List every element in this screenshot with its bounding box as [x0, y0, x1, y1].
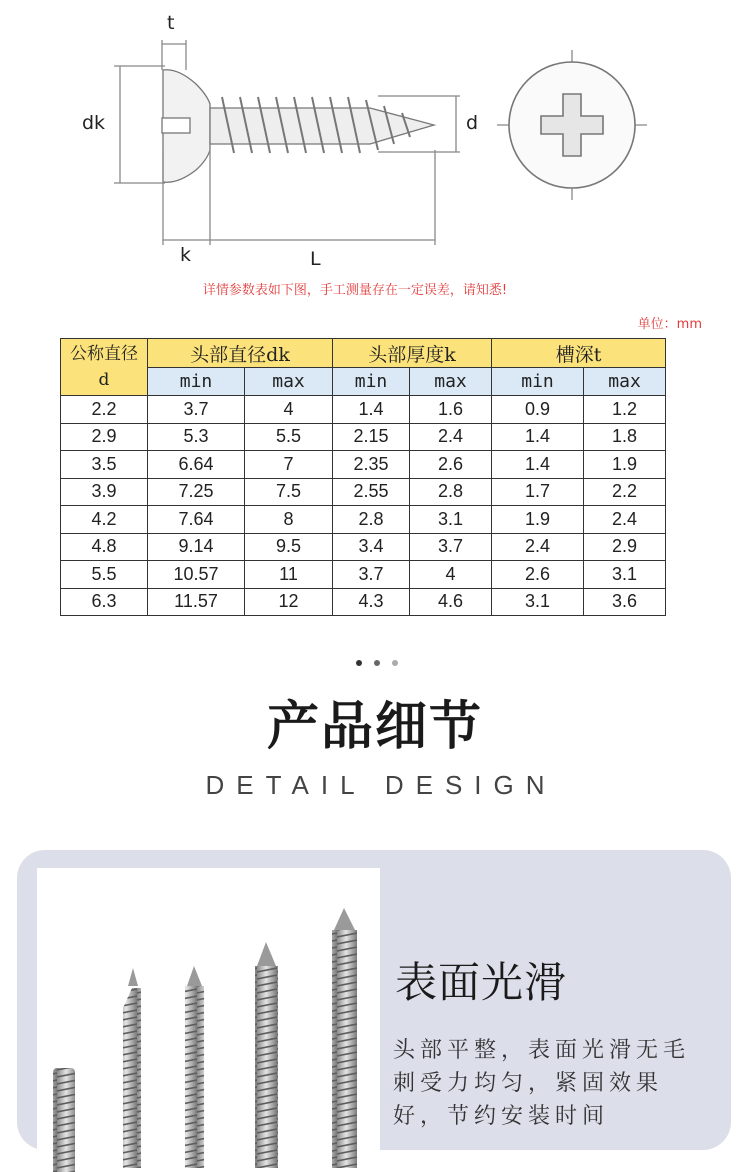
table-cell: 2.4	[410, 423, 492, 451]
dim-label-dk: dk	[82, 112, 106, 134]
table-cell: 2.6	[410, 451, 492, 479]
table-cell: 3.7	[148, 396, 245, 424]
table-cell: 3.4	[333, 533, 410, 561]
table-row	[61, 561, 666, 589]
table-cell: 2.8	[333, 506, 410, 534]
table-cell: 3.1	[410, 506, 492, 534]
table-cell: 10.57	[148, 561, 245, 589]
dot	[374, 660, 380, 666]
table-cell: 1.2	[584, 396, 666, 424]
spec-table	[60, 338, 666, 616]
table-cell: 2.4	[584, 506, 666, 534]
table-cell: 3.7	[410, 533, 492, 561]
nominal-header-line1: 公称直径	[70, 344, 138, 364]
table-row	[61, 396, 666, 424]
measurement-note: 详情参数表如下图，手工测量存在一定误差，请知悉!	[202, 283, 508, 298]
dim-label-k: k	[180, 244, 192, 266]
table-cell: 5.5	[61, 561, 148, 589]
table-cell: 6.64	[148, 451, 245, 479]
subheader-max: max	[584, 368, 666, 396]
subheader-max: max	[245, 368, 333, 396]
table-cell: 9.14	[148, 533, 245, 561]
group-header-slot-depth: 槽深t	[492, 339, 666, 368]
section-dots	[356, 660, 400, 668]
table-cell: 4.2	[61, 506, 148, 534]
table-cell: 0.9	[492, 396, 584, 424]
dot	[356, 660, 362, 666]
nominal-header-line2: d	[98, 370, 110, 390]
subheader-min: min	[492, 368, 584, 396]
table-cell: 1.9	[584, 451, 666, 479]
table-cell: 4.6	[410, 588, 492, 616]
table-cell: 4.3	[333, 588, 410, 616]
table-cell: 1.7	[492, 478, 584, 506]
dim-label-t: t	[167, 12, 175, 34]
table-cell: 3.7	[333, 561, 410, 589]
table-cell: 1.4	[492, 423, 584, 451]
table-cell: 3.9	[61, 478, 148, 506]
table-cell: 2.35	[333, 451, 410, 479]
table-cell: 3.5	[61, 451, 148, 479]
table-cell: 7	[245, 451, 333, 479]
detail-title: 表面光滑	[395, 958, 568, 1007]
table-cell: 2.2	[61, 396, 148, 424]
nominal-diameter-header	[61, 339, 148, 396]
table-cell: 2.9	[584, 533, 666, 561]
table-cell: 7.64	[148, 506, 245, 534]
screws-image-icon	[37, 868, 380, 1168]
subheader-min: min	[333, 368, 410, 396]
table-cell: 3.1	[492, 588, 584, 616]
table-cell: 1.6	[410, 396, 492, 424]
table-cell: 1.9	[492, 506, 584, 534]
group-header-head-diameter: 头部直径dk	[148, 339, 333, 368]
table-cell: 12	[245, 588, 333, 616]
table-cell: 4	[245, 396, 333, 424]
table-cell: 4.8	[61, 533, 148, 561]
table-cell: 3.6	[584, 588, 666, 616]
table-cell: 2.9	[61, 423, 148, 451]
table-row	[61, 506, 666, 534]
table-row	[61, 423, 666, 451]
screw-technical-drawing	[0, 0, 750, 330]
phillips-head-top-view-icon	[497, 50, 647, 200]
unit-label: 单位：mm	[637, 317, 702, 332]
subheader-min: min	[148, 368, 245, 396]
table-cell: 9.5	[245, 533, 333, 561]
table-cell: 2.2	[584, 478, 666, 506]
table-cell: 2.6	[492, 561, 584, 589]
table-cell: 1.4	[333, 396, 410, 424]
dot	[392, 660, 398, 666]
screws-photo	[37, 868, 380, 1168]
table-row	[61, 588, 666, 616]
table-cell: 2.15	[333, 423, 410, 451]
table-row	[61, 451, 666, 479]
table-row	[61, 533, 666, 561]
table-cell: 7.25	[148, 478, 245, 506]
table-cell: 1.8	[584, 423, 666, 451]
dim-label-d: d	[466, 112, 479, 134]
table-cell: 1.4	[492, 451, 584, 479]
section-subtitle: DETAIL DESIGN	[205, 770, 557, 800]
table-cell: 11.57	[148, 588, 245, 616]
table-cell: 8	[245, 506, 333, 534]
dim-label-L: L	[310, 248, 321, 270]
table-cell: 2.4	[492, 533, 584, 561]
table-cell: 11	[245, 561, 333, 589]
subheader-max: max	[410, 368, 492, 396]
detail-description: 头部平整，表面光滑无毛刺受力均匀，紧固效果好，节约安装时间	[393, 1038, 691, 1129]
table-cell: 5.3	[148, 423, 245, 451]
table-row	[61, 478, 666, 506]
table-cell: 2.8	[410, 478, 492, 506]
table-cell: 6.3	[61, 588, 148, 616]
table-cell: 4	[410, 561, 492, 589]
table-cell: 3.1	[584, 561, 666, 589]
table-cell: 7.5	[245, 478, 333, 506]
group-header-head-thickness: 头部厚度k	[333, 339, 492, 368]
detail-card	[17, 850, 731, 1150]
section-title: 产品细节	[266, 697, 483, 757]
table-cell: 5.5	[245, 423, 333, 451]
table-cell: 2.55	[333, 478, 410, 506]
